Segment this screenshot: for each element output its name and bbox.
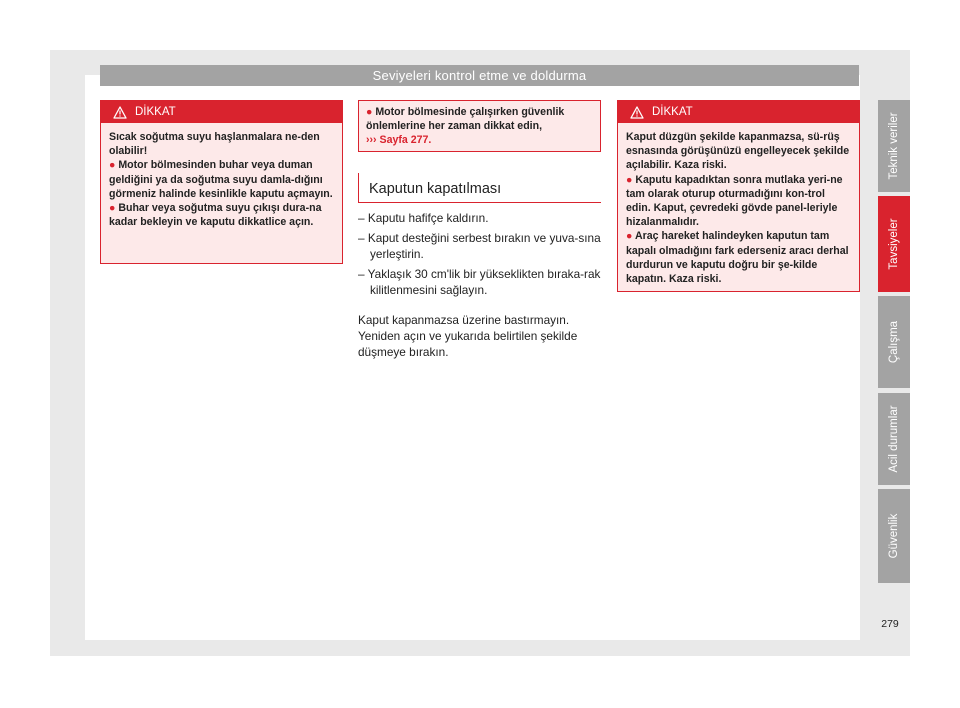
step-item: – Kaput desteğini serbest bırakın ve yuva-sına yerleştirin.: [358, 231, 601, 261]
body-paragraph: Kaput kapanmazsa üzerine bastırmayın. Yeniden açın ve yukarıda belirtilen şekilde düşmeye bırakın.: [358, 313, 578, 359]
warning-intro: Sıcak soğutma suyu haşlanmalara ne-den olabilir!: [109, 131, 320, 158]
tab-calisma[interactable]: Çalışma: [878, 296, 910, 388]
bullet-icon: ●: [626, 173, 636, 186]
tab-teknik-veriler[interactable]: Teknik veriler: [878, 100, 910, 192]
warning-label: DİKKAT: [652, 106, 693, 118]
page-reference-link[interactable]: Sayfa 277.: [379, 134, 432, 147]
warning-triangle-icon: [113, 106, 127, 119]
warning-box-left: [100, 100, 343, 264]
tab-guvenlik[interactable]: Güvenlik: [878, 489, 910, 583]
tab-acil-durumlar[interactable]: Acil durumlar: [878, 393, 910, 485]
warning-item: ● Kaputu kapadıktan sonra mutlaka yeri-ne tam olarak oturup oturmadığını kon-trol edin. Kaput, çevredeki gövde panel-leriyle hizalanmalıdır.: [626, 173, 843, 229]
section-title: Kaputun kapatılması: [358, 173, 601, 203]
warning-header: [618, 101, 859, 123]
note-text: Motor bölmesinde çalışırken güvenlik önlemlerine her zaman dikkat edin,: [366, 106, 565, 133]
warning-item: ● Motor bölmesinden buhar veya duman geldiğini ya da soğutma suyu damla-dığını görmeniz halinde kesinlikle kaputu açmayın.: [109, 159, 333, 200]
warning-item: ● Araç hareket halindeyken kaputun tam kapalı olmadığını fark ederseniz aracı derhal durdurun ve kaputu doğru bir şe-kilde kapatın. Kaza riski.: [626, 230, 849, 286]
bullet-icon: ●: [109, 202, 119, 215]
ref-arrow-icon: ›››: [366, 134, 377, 147]
warning-triangle-icon: [630, 106, 644, 119]
bullet-icon: ●: [626, 230, 635, 243]
warning-box-right: [617, 100, 860, 292]
page-header: Seviyeleri kontrol etme ve doldurma: [100, 65, 859, 86]
page-number: 279: [881, 618, 899, 630]
warning-label: DİKKAT: [135, 106, 176, 118]
warning-item: ● Buhar veya soğutma suyu çıkışı dura-na kadar bekleyin ve kaputu dikkatlice açın.: [109, 202, 322, 229]
safety-note: [358, 100, 601, 152]
step-list: [358, 210, 603, 302]
step-item: – Kaputu hafifçe kaldırın.: [358, 211, 489, 225]
bullet-icon: ●: [109, 159, 119, 172]
tab-tavsiyeler[interactable]: Tavsiyeler: [878, 196, 910, 292]
warning-intro: Kaput düzgün şekilde kapanmazsa, sü-rüş esnasında görüşünüzü engelleyecek şekilde açılabilir. Kaza riski.: [626, 131, 850, 172]
warning-header: [101, 101, 342, 123]
bullet-icon: ●: [366, 106, 376, 118]
step-item: – Yaklaşık 30 cm'lik bir yükseklikten bıraka-rak kilitlenmesini sağlayın.: [358, 267, 601, 297]
